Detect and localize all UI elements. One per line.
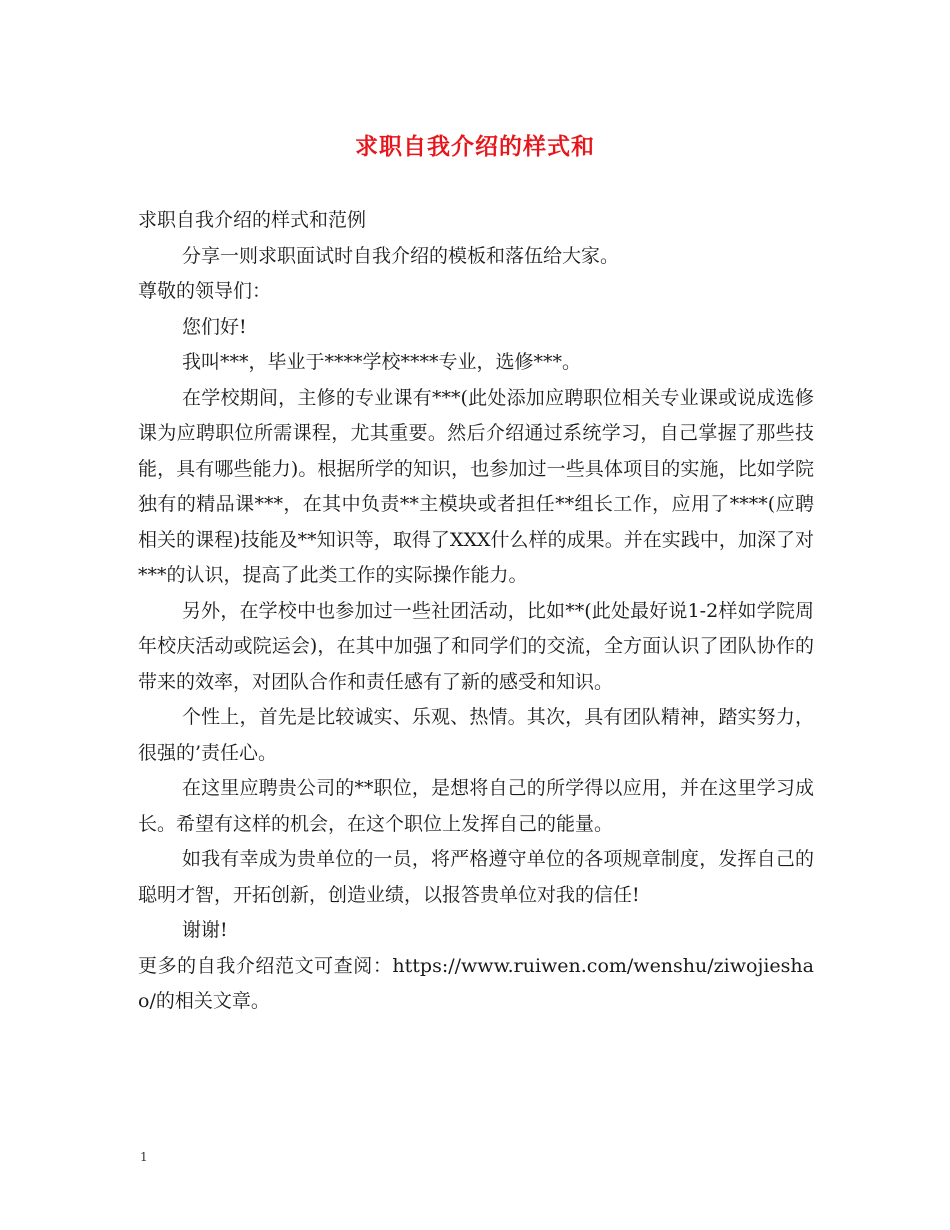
paragraph-commitment: 如我有幸成为贵单位的一员，将严格遵守单位的各项规章制度，发挥自己的聪明才智，开拓创新，创造业绩，以报答贵单位对我的信任!	[138, 848, 814, 906]
document-body	[138, 203, 814, 1020]
paragraph-activities: 另外，在学校中也参加过一些社团活动，比如**(此处最好说1-2样如学院周年校庆活动或院运会)，在其中加强了和同学们的交流，全方面认识了团队协作的带来的效率，对团队合作和责任感有了新的感受和知识。	[138, 599, 814, 693]
paragraph-heading: 求职自我介绍的样式和范例	[138, 209, 367, 231]
more-articles-link[interactable]: 更多的自我介绍范文可查阅：https://www.ruiwen.com/wenshu/ziwojieshao/的相关文章。	[138, 954, 814, 1012]
paragraph-name: 我叫***，毕业于****学校****专业，选修***。	[182, 351, 582, 373]
paragraph-study: 在学校期间，主修的专业课有***(此处添加应聘职位相关专业课或说成选修课为应聘职位所需课程，尤其重要。然后介绍通过系统学习，自己掌握了那些技能，具有哪些能力)。根据所学的知识，也参加过一些具体项目的实施，比如学院独有的精品课***，在其中负责**主模块或者担任**组长工作，应用了****(应聘相关的课程)技能及**知识等，取得了XXX什么样的成果。并在实践中，加深了对***的认识，提高了此类工作的实际操作能力。	[138, 386, 814, 586]
paragraph-personality: 个性上，首先是比较诚实、乐观、热情。其次，具有团队精神，踏实努力，很强的’责任心。	[138, 706, 814, 764]
paragraph-greeting: 您们好!	[182, 315, 247, 338]
paragraph-thanks: 谢谢!	[182, 919, 228, 941]
paragraph-salutation: 尊敬的领导们：	[138, 280, 272, 302]
document-title: 求职自我介绍的样式和	[355, 134, 595, 160]
paragraph-intro: 分享一则求职面试时自我介绍的模板和落伍给大家。	[182, 244, 620, 267]
page-number: 1	[140, 1150, 148, 1164]
paragraph-position: 在这里应聘贵公司的**职位，是想将自己的所学得以应用，并在这里学习成长。希望有这样的机会，在这个职位上发挥自己的能量。	[138, 777, 814, 835]
